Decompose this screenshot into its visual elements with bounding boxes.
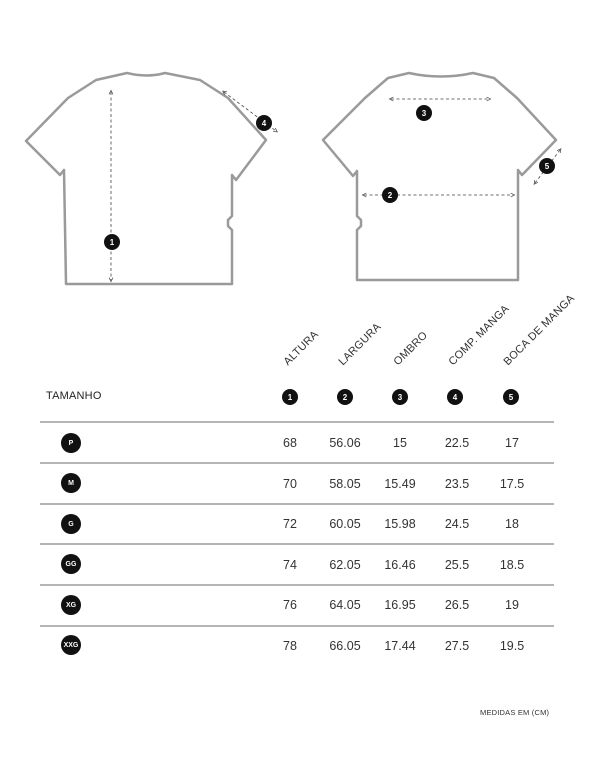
size-badge-xxg: XXG bbox=[61, 635, 81, 655]
row-divider bbox=[40, 462, 554, 464]
cell-largura: 58.05 bbox=[329, 477, 361, 491]
cell-ombro: 15 bbox=[393, 436, 407, 450]
back-shirt-outline bbox=[323, 73, 556, 280]
row-divider bbox=[40, 543, 554, 545]
row-divider bbox=[40, 584, 554, 586]
cell-largura: 56.06 bbox=[329, 436, 361, 450]
cell-ombro: 17.44 bbox=[384, 639, 416, 653]
col-number-2: 2 bbox=[337, 389, 353, 405]
size-badge-m: M bbox=[61, 473, 81, 493]
cell-comp-manga: 26.5 bbox=[444, 598, 470, 612]
col-number-4: 4 bbox=[447, 389, 463, 405]
col-header-largura: LARGURA bbox=[336, 320, 384, 368]
cell-ombro: 15.98 bbox=[384, 517, 416, 531]
row-divider bbox=[40, 503, 554, 505]
cell-largura: 62.05 bbox=[329, 558, 361, 572]
cell-boca-de-manga: 18 bbox=[505, 517, 519, 531]
col-number-5: 5 bbox=[503, 389, 519, 405]
cell-altura: 78 bbox=[283, 639, 297, 653]
row-divider bbox=[40, 421, 554, 423]
marker-3-shoulder: 3 bbox=[416, 105, 432, 121]
cell-altura: 72 bbox=[283, 517, 297, 531]
cell-altura: 76 bbox=[283, 598, 297, 612]
units-note: MEDIDAS EM (CM) bbox=[480, 708, 550, 717]
marker-5-sleeve-opening: 5 bbox=[539, 158, 555, 174]
marker-4-sleeve-length: 4 bbox=[256, 115, 272, 131]
cell-comp-manga: 27.5 bbox=[444, 639, 470, 653]
cell-largura: 60.05 bbox=[329, 517, 361, 531]
marker-1-height: 1 bbox=[104, 234, 120, 250]
size-badge-g: G bbox=[61, 514, 81, 534]
cell-comp-manga: 22.5 bbox=[444, 436, 470, 450]
cell-largura: 64.05 bbox=[329, 598, 361, 612]
cell-boca-de-manga: 19 bbox=[505, 598, 519, 612]
cell-comp-manga: 25.5 bbox=[444, 558, 470, 572]
cell-ombro: 15.49 bbox=[384, 477, 416, 491]
size-badge-xg: XG bbox=[61, 595, 81, 615]
col-header-comp-manga: COMP. MANGA bbox=[446, 302, 512, 368]
cell-boca-de-manga: 17 bbox=[505, 436, 519, 450]
size-badge-gg: GG bbox=[61, 554, 81, 574]
col-number-1: 1 bbox=[282, 389, 298, 405]
col-header-ombro: OMBRO bbox=[391, 329, 431, 368]
shirt-diagrams bbox=[0, 0, 600, 300]
col-header-altura: ALTURA bbox=[281, 328, 321, 368]
marker-2-width: 2 bbox=[382, 187, 398, 203]
col-header-boca-de-manga: BOCA DE MANGA bbox=[501, 292, 578, 368]
cell-boca-de-manga: 19.5 bbox=[499, 639, 525, 653]
cell-boca-de-manga: 17.5 bbox=[499, 477, 525, 491]
cell-altura: 74 bbox=[283, 558, 297, 572]
cell-altura: 68 bbox=[283, 436, 297, 450]
front-shirt-outline bbox=[26, 73, 266, 284]
cell-largura: 66.05 bbox=[329, 639, 361, 653]
cell-comp-manga: 24.5 bbox=[444, 517, 470, 531]
size-header: TAMANHO bbox=[46, 390, 102, 402]
size-badge-p: P bbox=[61, 433, 81, 453]
row-divider bbox=[40, 625, 554, 627]
col-number-3: 3 bbox=[392, 389, 408, 405]
cell-ombro: 16.95 bbox=[384, 598, 416, 612]
cell-ombro: 16.46 bbox=[384, 558, 416, 572]
cell-boca-de-manga: 18.5 bbox=[499, 558, 525, 572]
cell-comp-manga: 23.5 bbox=[444, 477, 470, 491]
cell-altura: 70 bbox=[283, 477, 297, 491]
